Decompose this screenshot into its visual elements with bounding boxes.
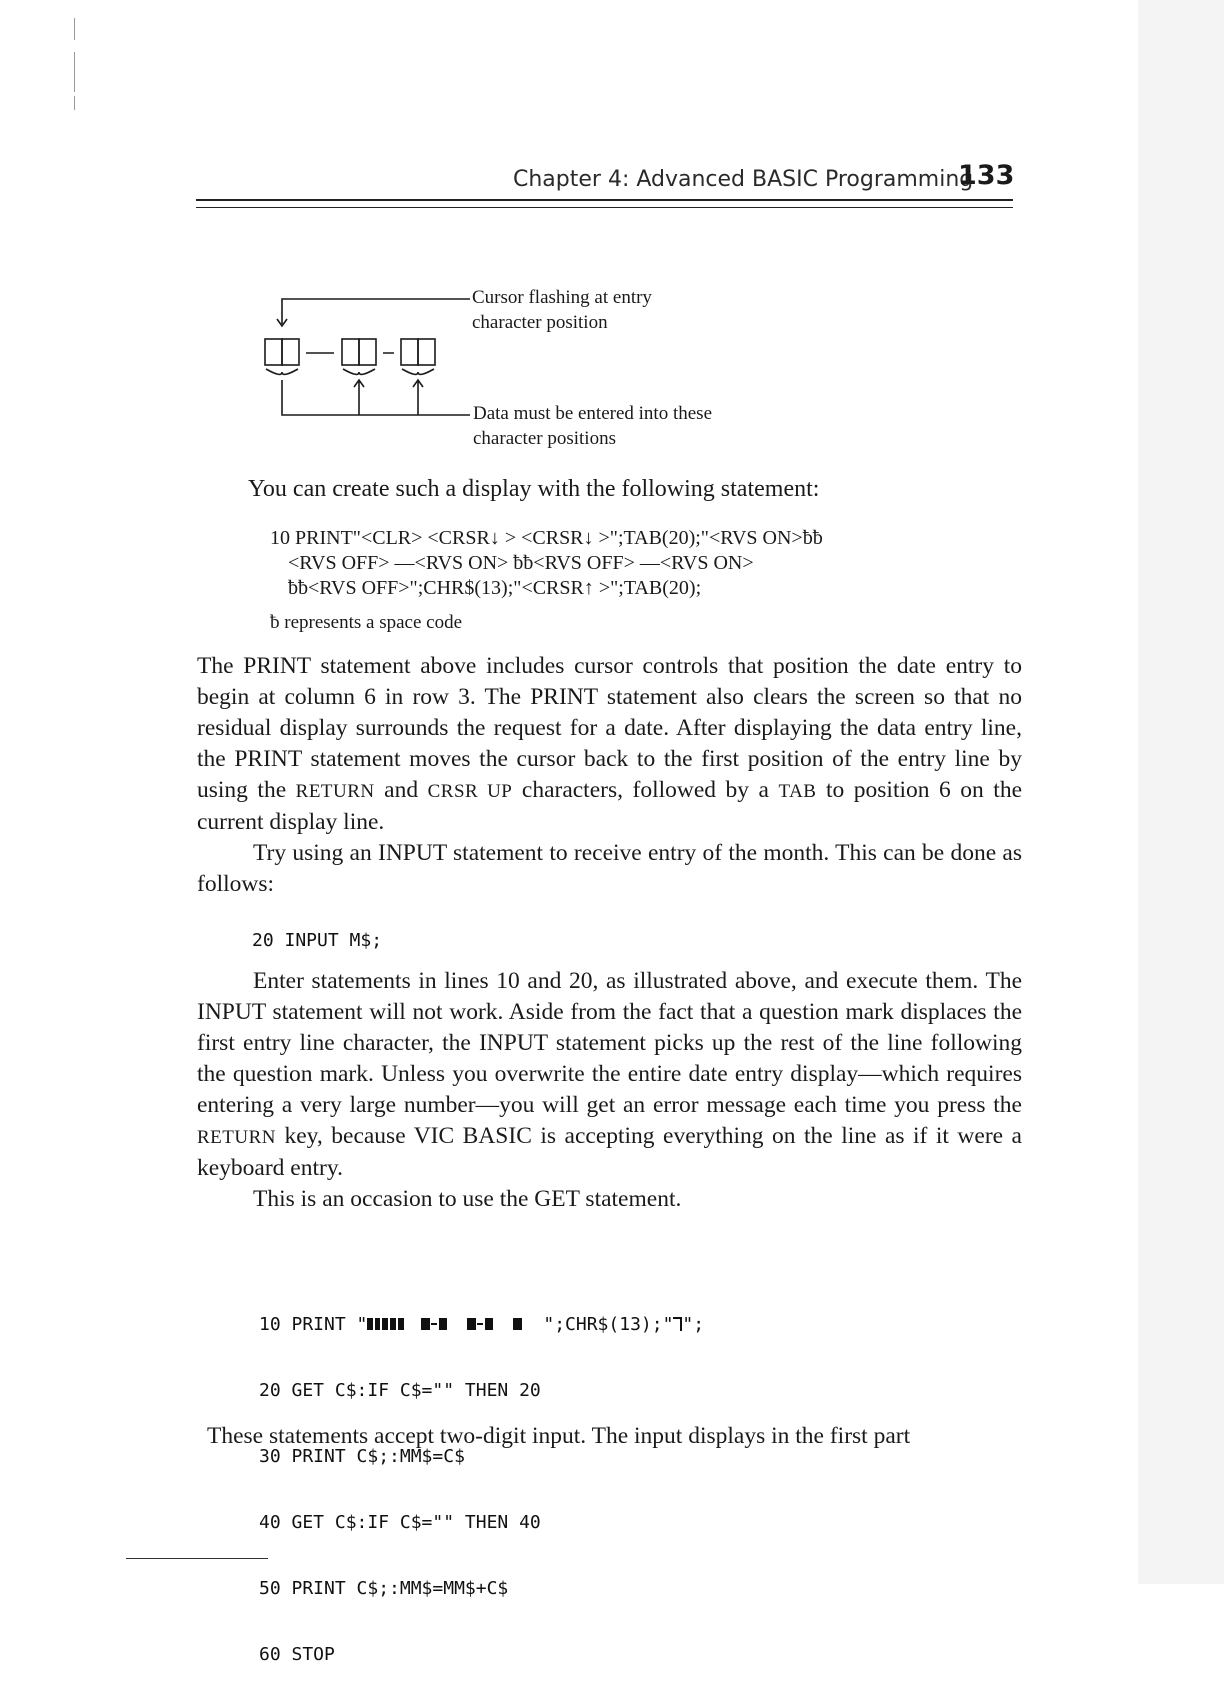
running-header-title: Chapter 4: Advanced BASIC Programming <box>513 167 974 192</box>
entry-box <box>418 339 435 365</box>
scan-mark <box>74 18 75 40</box>
intro-sentence: You can create such a display with the following statement: <box>248 476 820 502</box>
header-rule <box>196 207 1013 208</box>
cursor-label: Cursor flashing at entry character position <box>472 287 652 333</box>
code-line: 20 GET C$:IF C$="" THEN 20 <box>259 1380 541 1401</box>
code-line: 60 STOP <box>259 1644 335 1665</box>
entry-box <box>401 339 418 365</box>
code-line: 10 PRINT " ";CHR$(13);" "; <box>259 1314 705 1335</box>
code-input-line: 20 INPUT M$; <box>252 930 383 951</box>
scan-shading <box>1138 0 1224 1584</box>
data-label: Data must be entered into these character positions <box>473 403 713 449</box>
print-statement: 10 PRINT"<CLR> <CRSR↓ > <CRSR↓ >";TAB(20);"<RVS ON>ƀƀ <RVS OFF> —<RVS ON> ƀƀ<RVS OFF> —<RVS ON> ƀƀ<RVS OFF>";CHR$(13);"<CRSR↑ >";TAB(20); <box>270 527 823 599</box>
code-listing <box>259 1270 704 1688</box>
entry-box <box>342 339 359 365</box>
brace <box>343 369 375 374</box>
data-pointer-line <box>282 380 470 415</box>
reverse-video-glyphs <box>367 1316 543 1332</box>
cursor-pointer-line <box>282 299 470 324</box>
entry-box <box>265 339 282 365</box>
brace <box>266 369 298 374</box>
arrow-up-icon <box>413 380 423 415</box>
arrow-up-icon <box>354 380 364 415</box>
entry-box <box>282 339 299 365</box>
header-rule <box>196 199 1013 201</box>
footer-rule <box>126 1558 268 1559</box>
page-number: 133 <box>958 160 1015 191</box>
code-line: 30 PRINT C$;:MM$=C$ <box>259 1446 465 1467</box>
date-entry-diagram <box>258 288 470 424</box>
scan-mark <box>74 96 75 110</box>
brace <box>402 369 434 374</box>
code-line: 50 PRINT C$;:MM$=MM$+C$ <box>259 1578 509 1599</box>
code-line: 40 GET C$:IF C$="" THEN 40 <box>259 1512 541 1533</box>
paragraph: The PRINT statement above includes cursor controls that position the date entry to begin at column 6 in row 3. The PRINT statement also clears the screen so that no residual display surrounds the request for a date. After displaying the data entry line, the PRINT statement moves the cursor back to the first position of the entry line by using the RETURN and CRSR UP characters, followed by a TAB to position 6 on the current display line. Try using an INPUT statement to receive entry of the month. This can be done as follows: <box>197 653 1022 897</box>
paragraph: Enter statements in lines 10 and 20, as illustrated above, and execute them. The INPUT statement will not work. Aside from the fact that a question mark displaces the first entry line character, the INPUT statement picks up the rest of the line following the question mark. Unless you overwrite the entire date entry display—which requires entering a very large number—you will get an error message each time you press the RETURN key, because VIC BASIC is accepting everything on the line as if it were a keyboard entry. This is an occasion to use the GET statement. <box>197 968 1022 1212</box>
entry-box <box>359 339 376 365</box>
space-code-note: ƀ represents a space code <box>270 612 463 633</box>
paragraph-continued: These statements accept two-digit input. The input displays in the first part <box>207 1423 911 1449</box>
scan-mark <box>74 52 75 92</box>
